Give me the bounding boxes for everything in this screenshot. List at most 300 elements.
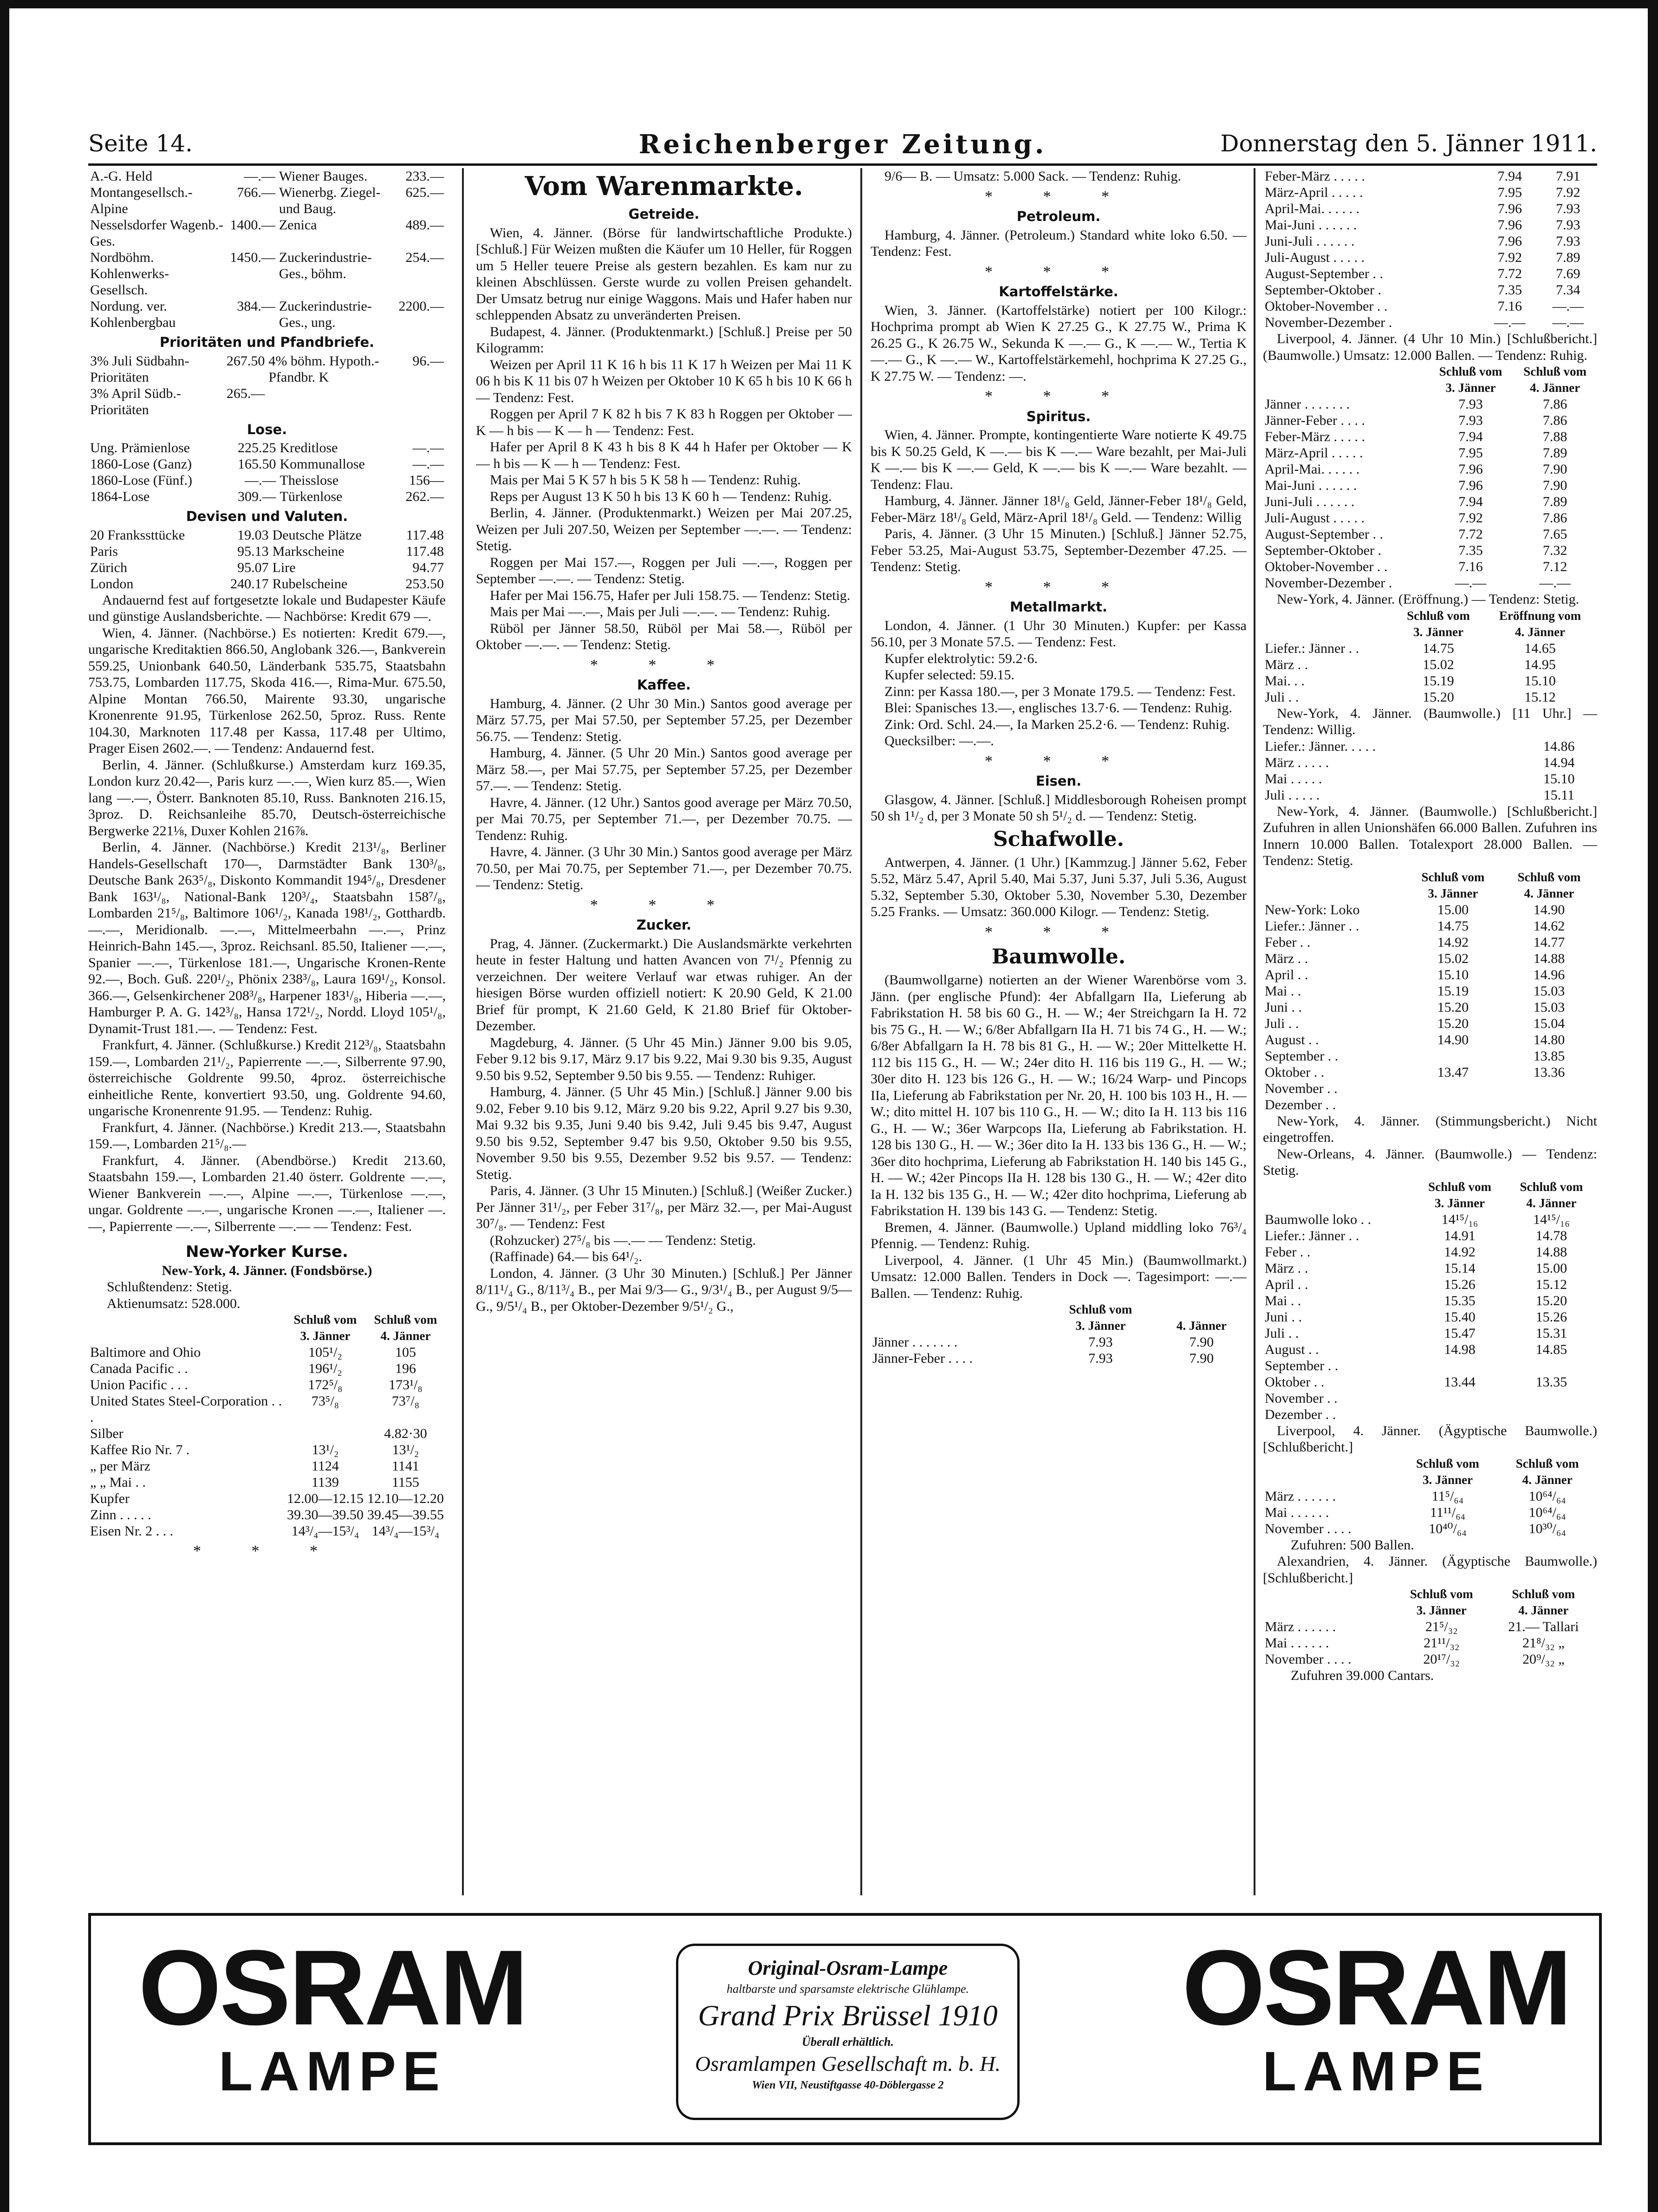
cotton-reports <box>871 972 1247 1301</box>
quote-value: 7.95 <box>1497 185 1522 200</box>
quote-value: 15.47 <box>1444 1325 1476 1341</box>
column-header <box>1157 1301 1247 1318</box>
column-commodity-market <box>476 168 852 1900</box>
ny-11h-table <box>1263 738 1597 803</box>
quote-value: 14.92 <box>1444 1244 1476 1260</box>
quote-value: 15.31 <box>1535 1325 1567 1341</box>
column-header: Schluß vom <box>1069 1302 1132 1316</box>
quote-row <box>88 1474 446 1490</box>
quote-row <box>1263 950 1597 967</box>
quote-label: August . . <box>1265 1341 1319 1357</box>
quote-value: 15.11 <box>1543 787 1574 803</box>
column-header: 4. Jänner <box>1515 625 1565 639</box>
section-title: Vom Warenmarkte. <box>525 171 803 202</box>
quote-row <box>88 1425 446 1442</box>
quote-value: 11⁵/₆₄ <box>1431 1488 1464 1504</box>
quote-value: 21⁵/₃₂ <box>1425 1619 1458 1634</box>
quote-value: 262.— <box>405 489 444 504</box>
quote-row <box>1263 461 1597 477</box>
quote-name: Wienerbg. Ziegel- und Baug. <box>279 185 381 216</box>
report-paragraph: Blei: Spanisches 13.—, englisches 13.7·6. — Tendenz: Ruhig. <box>884 700 1232 716</box>
quote-value: 7.65 <box>1542 527 1567 542</box>
ny-open-table <box>1263 608 1597 705</box>
quote-value: 7.94 <box>1458 429 1483 444</box>
quote-value: —.— <box>1494 315 1526 330</box>
ad-text-box <box>676 1944 1020 2120</box>
quote-label: Mai . . . . . <box>1265 771 1322 787</box>
column-header: 3. Jänner <box>1413 625 1463 639</box>
quote-row <box>871 1350 1247 1366</box>
report-paragraph: Wien, 4. Jänner. (Börse für landwirtschaftliche Produkte.) [Schluß.] Für Weizen mußten die Käufer um 10 Heller, für Roggen um 5 Heller teuere Preise als gestern bezahlen. Es kam nur zu kleinen Abschlüssen. Gerste wurde zu vollen Preisen gehandelt. Der Umsatz betrug nur einige Waggons. Mais und Hafer haben nur schleppenden Absatz zu unveränderten Preisen. <box>476 225 852 323</box>
quote-label: Mai . . <box>1265 983 1301 999</box>
quote-value: 7.35 <box>1458 543 1483 558</box>
quote-name: Zürich <box>90 560 127 575</box>
quote-value <box>1414 1390 1505 1406</box>
column-header: Eröffnung vom <box>1499 608 1581 623</box>
quote-value: 13.35 <box>1535 1374 1567 1390</box>
column-cotton-quotes <box>1263 168 1597 1900</box>
quote-value: 7.16 <box>1497 299 1522 314</box>
quote-value: 7.96 <box>1458 462 1483 477</box>
quote-row <box>88 456 446 472</box>
quote-value: 14³/₄—15³/₄ <box>371 1523 440 1539</box>
section-heading: Zucker. <box>636 917 692 933</box>
quote-value: 1124 <box>312 1458 339 1474</box>
report-paragraph: Roggen per Mai 157.—, Roggen per Juli —.—, Roggen per September —.—. — Tendenz: Stetig. <box>476 554 852 586</box>
quote-row <box>1263 510 1597 526</box>
quote-name <box>267 385 410 418</box>
section-heading: New-Yorker Kurse. <box>186 1243 348 1261</box>
separator-stars: * * * <box>590 896 738 914</box>
quote-value <box>1414 1358 1505 1374</box>
quote-label: Mai-Juni . . . . . . <box>1265 217 1357 233</box>
quote-value: 7.94 <box>1497 169 1522 184</box>
quote-value <box>1513 755 1521 771</box>
separator-stars: * * * <box>985 188 1132 205</box>
quote-row <box>1263 1064 1597 1080</box>
quote-label: März . . . . . . <box>1265 1619 1336 1634</box>
quote-label: April . . <box>1265 967 1308 982</box>
report-paragraph: New-York, 4. Jänner. (Stimmungsbericht.) Nicht eingetroffen. <box>1263 1113 1597 1145</box>
report-paragraph: Budapest, 4. Jänner. (Produktenmarkt.) [Schluß.] Preise per 50 Kilogramm: <box>476 324 852 356</box>
quote-label: Union Pacific . . . <box>90 1377 188 1392</box>
quote-value: 172⁵/₈ <box>308 1377 343 1392</box>
quote-value: 7.69 <box>1556 266 1580 281</box>
quote-row <box>1263 526 1597 542</box>
report-paragraph: Magdeburg, 4. Jänner. (5 Uhr 45 Min.) Jänner 9.00 bis 9.05, Feber 9.12 bis 9.17, März 9.17 bis 9.22, Mai 9.30 bis 9.35, August 9.50 bis 9.52, September 9.50 bis 9.55. — Tendenz: Ruhiger. <box>476 1034 852 1083</box>
quote-value: 15.12 <box>1524 689 1556 705</box>
separator-stars: * * * <box>985 263 1132 280</box>
quote-value: 15.26 <box>1444 1276 1476 1292</box>
quote-value: 10⁴⁰/₆₄ <box>1429 1521 1467 1536</box>
quote-value: 7.72 <box>1458 527 1483 542</box>
separator-stars: * * * <box>985 578 1132 596</box>
starch-reports <box>871 302 1247 385</box>
quote-name: Kreditlose <box>280 440 338 455</box>
spirits-reports <box>871 427 1247 575</box>
quote-name: Zuckerindustrie-Ges., ung. <box>279 299 372 330</box>
quote-label: Feber . . <box>1265 934 1311 950</box>
quote-value: 7.35 <box>1497 282 1522 298</box>
quote-label: Jänner-Feber . . . . <box>1265 413 1365 428</box>
quote-value: 7.92 <box>1497 250 1522 265</box>
quote-value: 117.48 <box>406 543 444 559</box>
column-header: 3. Jänner <box>1435 1196 1485 1210</box>
quote-label: Jänner . . . . . . . <box>1265 397 1350 412</box>
quote-row <box>1263 1015 1597 1032</box>
report-paragraph: Hamburg, 4. Jänner. (5 Uhr 45 Min.) [Schluß.] Jänner 9.00 bis 9.02, Feber 9.10 bis 9.12, März 9.20 bis 9.22, April 9.27 bis 9.30, Mai 9.32 bis 9.35, Juni 9.40 bis 9.42, Juli 9.45 bis 9.47, August 9.50 bis 9.52, September 9.47 bis 9.50, Oktober 9.50 bis 9.55, November 9.50 bis 9.55, Dezember 9.52 bis 9.57. — Tendenz: Stetig. <box>476 1084 852 1182</box>
quote-row <box>1263 1260 1597 1276</box>
quote-row <box>1263 298 1597 314</box>
quote-name: Markscheine <box>272 543 345 559</box>
quote-row <box>88 1344 446 1360</box>
quote-row <box>88 249 446 298</box>
quote-label: Juli . . <box>1265 1325 1299 1341</box>
quote-label: November-Dezember . <box>1265 315 1392 330</box>
report-paragraph: Zinn: per Kassa 180.—, per 3 Monate 179.5. — Tendenz: Fest. <box>884 683 1236 699</box>
grain-reports <box>476 225 852 653</box>
quote-value: 96.— <box>412 353 444 369</box>
quote-name: Deutsche Plätze <box>272 527 362 543</box>
quote-label: März-April . . . . . <box>1265 445 1363 461</box>
quote-value: 12.00—12.15 <box>287 1491 364 1506</box>
quote-row <box>88 560 446 576</box>
quote-value <box>1506 1358 1597 1374</box>
quote-value <box>285 1425 365 1442</box>
quote-row <box>1263 1374 1597 1390</box>
section-heading: Lose. <box>247 421 287 437</box>
quote-row <box>88 385 446 418</box>
quote-name: Wiener Bauges. <box>279 169 368 184</box>
quote-value <box>1513 787 1521 803</box>
quote-row <box>88 1393 446 1425</box>
quote-value <box>1501 1080 1597 1097</box>
quote-row <box>1263 738 1597 755</box>
report-paragraph: London, 4. Jänner. (3 Uhr 30 Minuten.) [Schluß.] Per Jänner 8/11¹/₄ G., 8/11³/₄ B., per Mai 9/3— G., 9/3¹/₄ B., per August 9/5— G., 9/5¹/₄ B., per Oktober-Dezember 9/5¹/₂ G., <box>476 1265 852 1314</box>
issue-date: Donnerstag den 5. Jänner 1911. <box>1220 130 1597 157</box>
quote-row <box>1263 967 1597 983</box>
quote-row <box>1263 1341 1597 1358</box>
quote-row <box>1263 934 1597 950</box>
sugar-reports <box>476 936 852 1315</box>
quote-value: 7.16 <box>1458 559 1483 574</box>
quote-label: Juni . . <box>1265 1309 1302 1325</box>
quote-value: 12.10—12.20 <box>367 1491 444 1506</box>
quote-row <box>1263 689 1597 705</box>
quote-name: Theisslose <box>280 473 339 488</box>
report-paragraph: Havre, 4. Jänner. (3 Uhr 30 Min.) Santos good average per März 70.50, per Mai 70.75, per September 71.—, per Dezember 70.75. — Tendenz: Stetig. <box>476 844 852 892</box>
quote-value <box>1501 1097 1597 1113</box>
quote-row <box>1263 314 1597 331</box>
quote-value: 7.93 <box>1556 217 1580 233</box>
quote-value: 7.96 <box>1458 478 1483 493</box>
quote-row <box>88 1377 446 1393</box>
quote-value: 14.88 <box>1533 950 1565 966</box>
quote-value <box>1506 1390 1597 1406</box>
quote-row <box>88 1458 446 1474</box>
report-paragraph: (Baumwollgarne) notierten an der Wiener Warenbörse vom 3. Jänn. (per englische Pfund): 4er Abfallgarn IIa, Lieferung ab Fabrikstation H. 58 bis 60 G., H. — W.; 4er Streichgarn Ia H. 72 bis 75 G., H. — W.; 6/8er Abfallgarn IIa H. 71 bis 74 G., H. — W.; 6/8er Abfallgarn Ia H. 78 bis 81 G., H. — W.; 20er Mittelkette H. 112 bis 115 G., H. — W.; 24er dito H. 116 bis 119 G., H. — W.; 30er dito H. 123 bis 126 G., H. — W.; 16/24 Warp- und Pincops IIa, Lieferung ab Fabrikstation per Nr. 20, H. 100 bis 103 H., H. — W.; dito mittel H. 107 bis 110 G., H. — W.; dito Ia H. 113 bis 116 G., H. — W.; 36er Warpcops IIa, Lieferung ab Fabrikstation. H. 128 bis 130 G., H. — W.; 36er dito Ia H. 133 bis 136 G., H. — W.; 36er dito hochprima, Lieferung ab Fabrikstation H. 140 bis 145 G., H. — W.; 42er Pincops IIa H. 128 bis 130 G., H. — W.; 42er dito Ia H. 132 bis 135 G., H. — W.; 42er dito hochprima, Lieferung ab Fabrikstation H. 139 bis 143 G. — Tendenz: Stetig. <box>871 972 1247 1218</box>
ny-close-table <box>1263 869 1597 1113</box>
quote-row <box>1263 787 1597 803</box>
quote-value: 95.07 <box>237 560 269 575</box>
quote-row <box>1263 1406 1597 1423</box>
wool-reports <box>871 854 1247 920</box>
quote-label: April-Mai. . . . . . <box>1265 462 1360 477</box>
quote-row <box>88 488 446 505</box>
quote-label: Zinn . . . . . <box>90 1507 151 1522</box>
quote-name: Ung. Prämienlose <box>90 440 190 455</box>
quote-row <box>1263 999 1597 1015</box>
quote-name: Paris <box>90 543 118 559</box>
quote-row <box>1263 771 1597 787</box>
metal-reports <box>871 618 1247 749</box>
report-paragraph: Kupfer elektrolytic: 59.2·6. <box>884 651 1038 666</box>
quote-value: 1400.— <box>230 217 275 233</box>
quote-row <box>1263 217 1597 233</box>
report-line: Zufuhren 39.000 Cantars. <box>1291 1668 1434 1683</box>
column-header: 3. Jänner <box>300 1329 351 1343</box>
quote-value: —.— <box>1455 575 1487 591</box>
quote-value: 11¹¹/₆₄ <box>1430 1504 1465 1520</box>
report-paragraph: Quecksilber: —.—. <box>884 733 994 748</box>
quote-value: 14¹⁵/₁₆ <box>1441 1211 1478 1227</box>
quote-value: 7.34 <box>1556 282 1580 298</box>
report-paragraph: Frankfurt, 4. Jänner. (Abendbörse.) Kredit 213.60, Staatsbahn 159.—, Lombarden 21.40 österr. Goldrente —.—, Wiener Bankverein —.—, Alpine —.—, Türkenlose —.—, ungar. Goldrente —.—, ungarische Kronen —.—, Italiener —.—, Papierrente —.—, Silberrente —.— — Tendenz: Fest. <box>88 1152 446 1234</box>
quote-label: März-April . . . . . <box>1265 185 1363 200</box>
quote-label: März . . <box>1265 950 1308 966</box>
separator-stars: * * * <box>985 388 1132 405</box>
brand-subtitle: LAMPE <box>219 2040 446 2102</box>
quote-row <box>88 472 446 488</box>
column-header: Schluß vom <box>1439 364 1502 378</box>
quote-value: 4.82·30 <box>384 1426 427 1441</box>
quote-name: London <box>90 576 134 592</box>
report-paragraph: Roggen per April 7 K 82 h bis 7 K 83 h Roggen per Oktober — K — h bis — K — h — Tendenz: Fest. <box>476 406 852 438</box>
liverpool-table <box>871 1301 1247 1366</box>
quote-row <box>1263 282 1597 298</box>
iron-reports <box>871 792 1247 825</box>
quote-value: 1139 <box>312 1475 339 1490</box>
priorities-table <box>88 353 446 418</box>
quote-value: 14.92 <box>1437 934 1469 950</box>
quote-label: Mai . . <box>1265 1293 1301 1308</box>
separator-stars: * * * <box>193 1542 341 1560</box>
quote-row <box>1263 1293 1597 1309</box>
report-line: Aktienumsatz: 528.000. <box>107 1295 241 1311</box>
liverpool-body <box>871 1334 1247 1366</box>
report-paragraph: Hamburg, 4. Jänner. (5 Uhr 20 Min.) Santos good average per März 58.—, per Mai 57.75, per September 57.25, per Dezember 57.—. — Tendenz: Stetig. <box>476 745 852 794</box>
quote-row <box>88 527 446 543</box>
quote-value: 15.20 <box>1423 689 1454 705</box>
page-header <box>88 124 1597 162</box>
quote-name: 4% böhm. Hypoth.-Pfandbr. K <box>268 353 379 385</box>
quote-row <box>88 1507 446 1523</box>
quote-value <box>1414 1406 1505 1423</box>
quote-label: November-Dezember . <box>1265 575 1392 591</box>
quote-name: 1860-Lose (Fünf.) <box>90 473 192 488</box>
quote-label: Oktober-November . . <box>1265 299 1388 314</box>
column-header: 3. Jänner <box>1428 886 1478 900</box>
quote-label: Mai. . . <box>1265 673 1305 689</box>
column-stock-quotes <box>88 168 446 1900</box>
report-paragraph: Mais per Mai —.—, Mais per Juli —.—. — Tendenz: Ruhig. <box>490 604 831 619</box>
quote-value: 7.86 <box>1542 510 1567 526</box>
quote-label: Liefer.: Jänner . . <box>1265 640 1359 656</box>
column-header: Schluß vom <box>1520 1179 1583 1194</box>
quote-value: 7.93 <box>1556 234 1580 249</box>
liverpool-close-table <box>1263 364 1597 591</box>
report-line: Zufuhren: 500 Ballen. <box>1291 1537 1414 1553</box>
petroleum-reports <box>871 227 1247 260</box>
quote-label: „ „ Mai . . <box>90 1475 146 1490</box>
quote-value: 7.93 <box>1458 397 1483 412</box>
separator-stars: * * * <box>590 656 738 674</box>
column-header: Schluß vom <box>1517 870 1581 884</box>
quote-label: Liefer.: Jänner . . <box>1265 918 1359 934</box>
column-header: 4. Jänner <box>380 1329 431 1343</box>
quote-value: 105 <box>395 1345 416 1360</box>
newspaper-title: Reichenberger Zeitung. <box>638 129 1047 160</box>
section-heading: Getreide. <box>628 206 700 222</box>
quote-row <box>88 576 446 592</box>
quote-value: 7.90 <box>1189 1334 1214 1350</box>
coffee-reports <box>476 696 852 893</box>
quote-value: 7.93 <box>1088 1334 1113 1350</box>
quote-row <box>1263 1619 1597 1635</box>
column-header: 4. Jänner <box>1518 1603 1569 1617</box>
quote-value: 7.91 <box>1556 169 1580 184</box>
quote-row <box>88 1490 446 1507</box>
quote-value: 15.14 <box>1444 1260 1476 1276</box>
quote-row <box>1263 1635 1597 1651</box>
quote-label: Oktober . . <box>1265 1374 1325 1390</box>
quote-row <box>1263 1244 1597 1260</box>
quote-label: Juli . . . . . <box>1265 787 1320 803</box>
quote-value: 7.89 <box>1542 445 1567 461</box>
quote-value: 253.50 <box>405 576 444 592</box>
new-orleans-table <box>1263 1179 1597 1423</box>
quote-value: 233.— <box>405 169 444 184</box>
quote-row <box>1263 412 1597 429</box>
quote-value: 489.— <box>405 217 444 233</box>
lottery-bonds-table <box>88 440 446 505</box>
quote-label: September-Oktober . <box>1265 543 1381 558</box>
quote-value: 267.50 <box>226 353 265 369</box>
ad-line: Original-Osram-Lampe <box>748 1957 948 1979</box>
quote-label: August . . <box>1265 1032 1319 1047</box>
section-heading: Petroleum. <box>1016 208 1101 224</box>
quote-value: 14.75 <box>1437 918 1469 934</box>
quote-value: 15.20 <box>1437 999 1469 1015</box>
quote-name: Zuckerindustrie-Ges., böhm. <box>279 250 372 281</box>
section-heading: Metallmarkt. <box>1009 599 1108 615</box>
quote-label: Liefer.: Jänner. . . . . <box>1265 738 1376 754</box>
quote-value: —.— <box>1552 299 1584 314</box>
quote-value: 15.02 <box>1437 950 1469 966</box>
quote-value: 13¹/₂ <box>312 1442 339 1457</box>
quote-row <box>1263 168 1597 184</box>
report-paragraph: Zink: Ord. Schl. 24.—, Ia Marken 25.2·6. — Tendenz: Ruhig. <box>884 716 1230 732</box>
quote-value: 7.93 <box>1556 201 1580 216</box>
column-header: 4. Jänner <box>1524 886 1574 900</box>
quote-name: Kommunallose <box>280 456 365 472</box>
quote-value: 15.12 <box>1535 1276 1567 1292</box>
quote-label: New-York: Loko <box>1265 902 1360 917</box>
quote-label: Kupfer <box>90 1491 130 1506</box>
column-header: 4. Jänner <box>1522 1472 1573 1487</box>
quote-label: Mai . . . . . . <box>1265 1635 1329 1651</box>
osram-logo-left <box>100 1928 565 2102</box>
quote-value: 7.90 <box>1542 478 1567 493</box>
quote-row <box>1263 1276 1597 1293</box>
quote-label: Juni . . <box>1265 999 1302 1015</box>
quote-name: Türkenlose <box>280 489 343 504</box>
quote-label: November . . . . <box>1265 1521 1352 1536</box>
section-heading: Prioritäten und Pfandbriefe. <box>159 334 375 350</box>
column-header: 4. Jänner <box>1176 1319 1227 1333</box>
quote-label: Juli . . <box>1265 689 1299 705</box>
quote-row <box>88 1523 446 1539</box>
alexandria-table <box>1263 1586 1597 1667</box>
report-paragraph: Hamburg, 4. Jänner. (2 Uhr 30 Min.) Santos good average per März 57.75, per Mai 57.50, per September 57.25, per Dezember 56.75. — Tendenz: Stetig. <box>476 696 852 744</box>
column-header: Schluß vom <box>1515 1456 1579 1470</box>
column-commodity-market-2 <box>871 168 1247 1900</box>
quote-value <box>1513 771 1521 787</box>
quote-value: 165.50 <box>238 456 276 472</box>
report-paragraph: New-York, 4. Jänner. (Baumwolle.) [11 Uhr.] — Tendenz: Willig. <box>1263 705 1597 737</box>
quote-value: 15.19 <box>1423 673 1454 689</box>
report-paragraph: Havre, 4. Jänner. (12 Uhr.) Santos good average per März 70.50, per Mai 70.75, per September 71.—, per Dezember 70.75. — Tendenz: Ruhig. <box>476 794 852 843</box>
quote-value: 196 <box>395 1361 416 1376</box>
quote-row <box>1263 559 1597 575</box>
quote-label: Baumwolle loko . . <box>1265 1211 1372 1227</box>
quote-value: —.— <box>412 440 444 455</box>
report-paragraph: Prag, 4. Jänner. (Zuckermarkt.) Die Auslandsmärkte verkehrten heute in fester Haltung und hatten Avancen von 7¹/₂ Pfennig zu verzeichnen. Der weitere Verlauf war etwas ruhiger. An der hiesigen Börse wurden offiziell notiert: K 20.90 Geld, K 21.00 Brief für prompt, K 21.60 Geld, K 21.80 Brief für Oktober-Dezember. <box>476 936 852 1034</box>
quote-value: 15.20 <box>1535 1293 1567 1308</box>
quote-label: August-September . . <box>1265 527 1383 542</box>
quote-label: November . . <box>1265 1080 1338 1096</box>
quote-row <box>1263 575 1597 591</box>
separator-stars: * * * <box>985 923 1132 941</box>
quote-value: 15.10 <box>1543 771 1575 787</box>
report-paragraph: Reps per August 13 K 50 h bis 13 K 60 h — Tendenz: Ruhig. <box>490 488 832 504</box>
quote-value: 7.95 <box>1458 445 1483 461</box>
quote-label: Dezember . . <box>1265 1406 1336 1422</box>
quote-label: Oktober-November . . <box>1265 559 1388 574</box>
quote-value: 14.80 <box>1533 1032 1565 1047</box>
quote-value: 14.85 <box>1535 1341 1567 1357</box>
quote-value: 7.96 <box>1497 217 1522 233</box>
ad-line: Wien VII, Neustiftgasse 40-Döblergasse 2 <box>752 2079 944 2091</box>
quote-row <box>1263 1211 1597 1228</box>
quote-label: August-September . . <box>1265 266 1383 281</box>
quote-label: März . . <box>1265 657 1308 672</box>
quote-name: Nordböhm. Kohlenwerks-Gesellsch. <box>90 250 169 298</box>
ad-line: Osramlampen Gesellschaft m. b. H. <box>695 2052 1001 2075</box>
quote-value: 14³/₄—15³/₄ <box>291 1523 359 1539</box>
quote-value: 7.96 <box>1497 234 1522 249</box>
quote-value: 15.26 <box>1535 1309 1567 1325</box>
report-paragraph: Weizen per April 11 K 16 h bis 11 K 17 h Weizen per Mai 11 K 06 h bis K 11 bis 07 h Weizen per Oktober 10 K 65 h bis 10 K 66 h — Tendenz: Fest. <box>476 357 852 405</box>
quote-label: „ per März <box>90 1458 150 1474</box>
quote-value: 15.00 <box>1535 1260 1567 1276</box>
quote-value: 15.20 <box>1437 1015 1469 1031</box>
quote-row <box>1263 542 1597 559</box>
liverpool-egypt-table <box>1263 1456 1597 1537</box>
quote-value: 309.— <box>238 489 276 504</box>
report-paragraph: (Raffinade) 64.— bis 64¹/₂. <box>490 1249 643 1264</box>
quote-row <box>1263 429 1597 445</box>
